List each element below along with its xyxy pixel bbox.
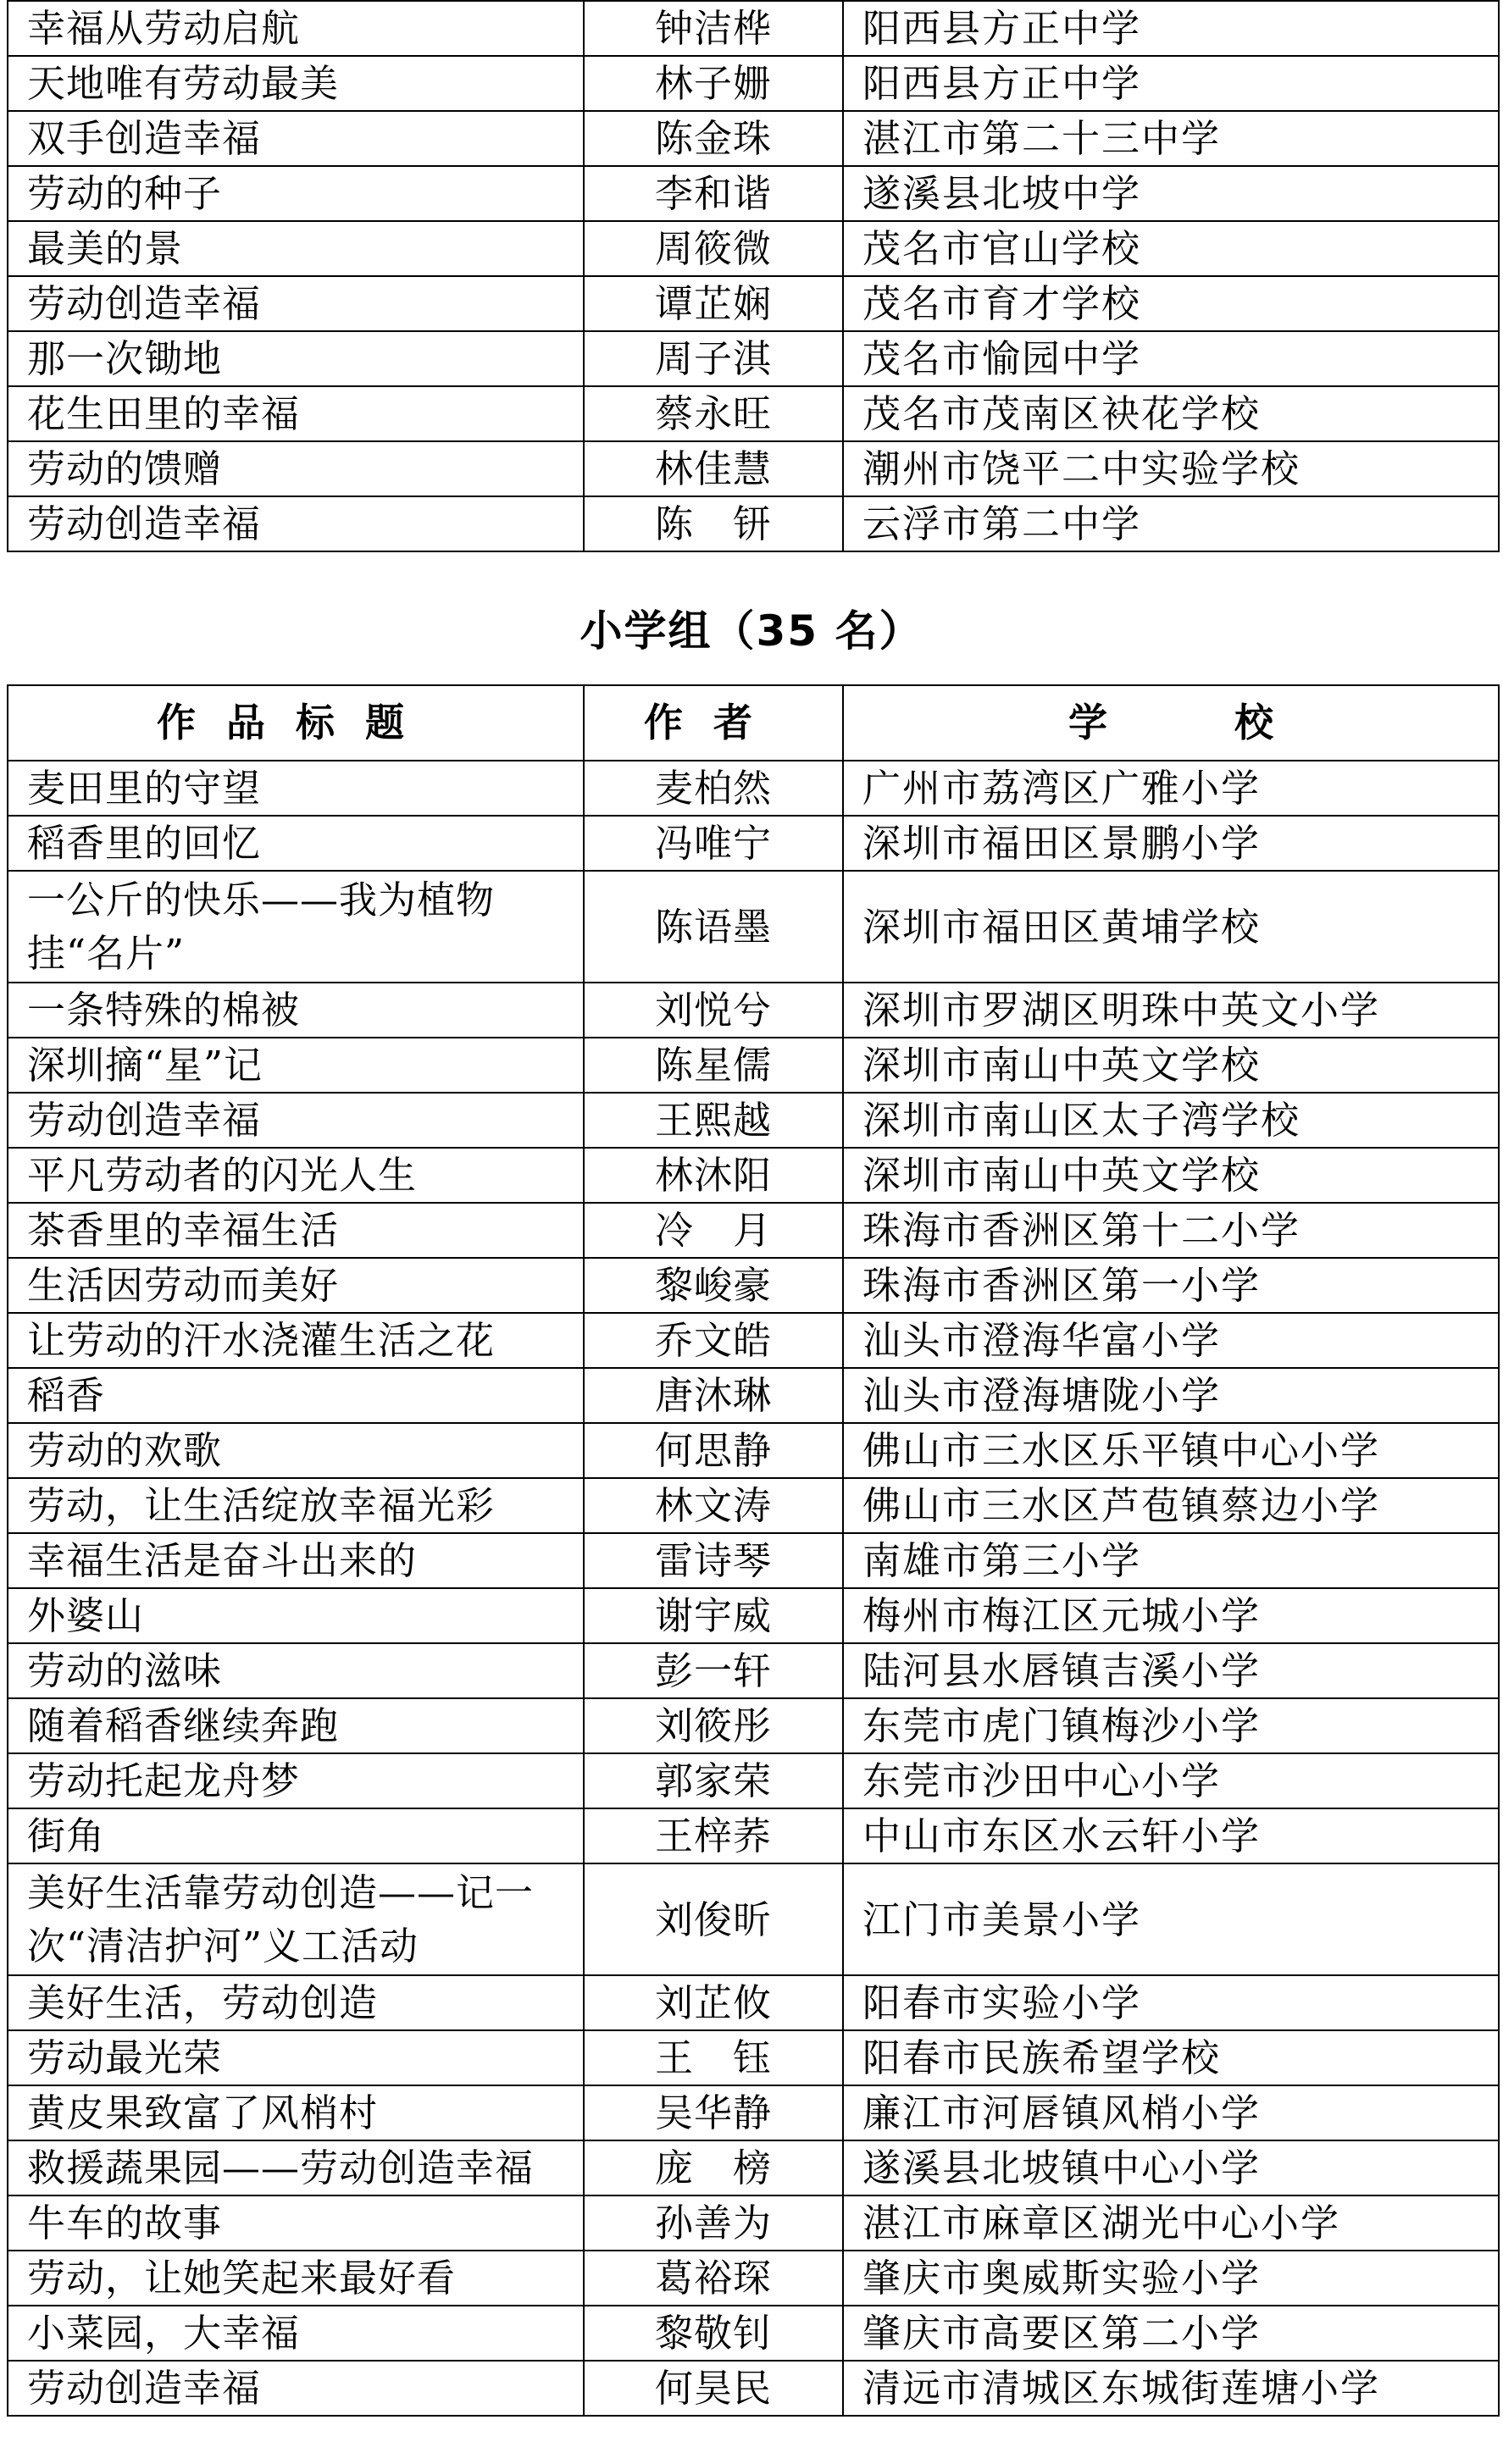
cell-school: 廉江市河唇镇风梢小学 bbox=[843, 2085, 1499, 2140]
table-row bbox=[8, 1533, 1499, 1588]
cell-title: 劳动托起龙舟梦 bbox=[8, 1753, 584, 1808]
cell-school: 茂名市愉园中学 bbox=[843, 331, 1499, 386]
cell-title: 美好生活靠劳动创造——记一次“清洁护河”义工活动 bbox=[8, 1863, 584, 1975]
cell-title: 茶香里的幸福生活 bbox=[8, 1203, 584, 1258]
cell-author: 李和谐 bbox=[584, 166, 843, 221]
header-school: 学校 bbox=[843, 685, 1499, 761]
cell-author: 王梓荞 bbox=[584, 1808, 843, 1863]
cell-school: 阳西县方正中学 bbox=[843, 1, 1499, 56]
cell-school: 茂名市官山学校 bbox=[843, 221, 1499, 276]
cell-author: 吴华静 bbox=[584, 2085, 843, 2140]
cell-title: 劳动创造幸福 bbox=[8, 276, 584, 331]
middle-school-table-continued bbox=[7, 0, 1500, 552]
table-row bbox=[8, 1368, 1499, 1423]
cell-author: 唐沐琳 bbox=[584, 1368, 843, 1423]
cell-author: 林佳慧 bbox=[584, 441, 843, 496]
cell-author: 林沐阳 bbox=[584, 1148, 843, 1203]
cell-author: 谭芷娴 bbox=[584, 276, 843, 331]
cell-school: 东莞市虎门镇梅沙小学 bbox=[843, 1698, 1499, 1753]
table-row bbox=[8, 221, 1499, 276]
cell-school: 中山市东区水云轩小学 bbox=[843, 1808, 1499, 1863]
cell-title: 劳动，让她笑起来最好看 bbox=[8, 2251, 584, 2306]
table-row bbox=[8, 386, 1499, 441]
table-row bbox=[8, 1423, 1499, 1478]
cell-author: 黎峻豪 bbox=[584, 1258, 843, 1313]
cell-title: 稻香里的回忆 bbox=[8, 816, 584, 871]
cell-author: 蔡永旺 bbox=[584, 386, 843, 441]
table-row bbox=[8, 166, 1499, 221]
cell-author: 钟洁桦 bbox=[584, 1, 843, 56]
cell-school: 陆河县水唇镇吉溪小学 bbox=[843, 1643, 1499, 1698]
cell-author: 刘芷攸 bbox=[584, 1975, 843, 2030]
cell-author: 陈金珠 bbox=[584, 111, 843, 166]
table-row bbox=[8, 1, 1499, 56]
cell-title: 最美的景 bbox=[8, 221, 584, 276]
table-row bbox=[8, 871, 1499, 983]
cell-author: 何思静 bbox=[584, 1423, 843, 1478]
table-row bbox=[8, 496, 1499, 551]
cell-school: 湛江市第二十三中学 bbox=[843, 111, 1499, 166]
cell-school: 佛山市三水区乐平镇中心小学 bbox=[843, 1423, 1499, 1478]
cell-school: 潮州市饶平二中实验学校 bbox=[843, 441, 1499, 496]
table-row bbox=[8, 331, 1499, 386]
cell-title: 劳动创造幸福 bbox=[8, 496, 584, 551]
cell-title: 让劳动的汗水浇灌生活之花 bbox=[8, 1313, 584, 1368]
cell-author: 林文涛 bbox=[584, 1478, 843, 1533]
table-row bbox=[8, 1808, 1499, 1863]
cell-title: 劳动的馈赠 bbox=[8, 441, 584, 496]
table-header bbox=[8, 685, 1499, 761]
cell-school: 清远市清城区东城街莲塘小学 bbox=[843, 2361, 1499, 2416]
table-row bbox=[8, 1148, 1499, 1203]
cell-school: 深圳市福田区景鹏小学 bbox=[843, 816, 1499, 871]
cell-school: 阳春市民族希望学校 bbox=[843, 2030, 1499, 2085]
cell-title: 劳动的种子 bbox=[8, 166, 584, 221]
cell-title: 幸福生活是奋斗出来的 bbox=[8, 1533, 584, 1588]
cell-title: 劳动创造幸福 bbox=[8, 2361, 584, 2416]
cell-title: 那一次锄地 bbox=[8, 331, 584, 386]
cell-title: 劳动的滋味 bbox=[8, 1643, 584, 1698]
table-row bbox=[8, 761, 1499, 816]
cell-title: 劳动，让生活绽放幸福光彩 bbox=[8, 1478, 584, 1533]
cell-school: 阳春市实验小学 bbox=[843, 1975, 1499, 2030]
cell-school: 肇庆市高要区第二小学 bbox=[843, 2306, 1499, 2361]
cell-school: 佛山市三水区芦苞镇蔡边小学 bbox=[843, 1478, 1499, 1533]
cell-school: 深圳市南山中英文学校 bbox=[843, 1148, 1499, 1203]
table-row bbox=[8, 1203, 1499, 1258]
cell-author: 郭家荣 bbox=[584, 1753, 843, 1808]
cell-author: 王熙越 bbox=[584, 1093, 843, 1148]
cell-author: 刘俊昕 bbox=[584, 1863, 843, 1975]
cell-school: 梅州市梅江区元城小学 bbox=[843, 1588, 1499, 1643]
cell-school: 东莞市沙田中心小学 bbox=[843, 1753, 1499, 1808]
table-row bbox=[8, 56, 1499, 111]
cell-author: 冷 月 bbox=[584, 1203, 843, 1258]
cell-author: 陈 钘 bbox=[584, 496, 843, 551]
cell-title: 深圳摘“星”记 bbox=[8, 1038, 584, 1093]
table-row bbox=[8, 2195, 1499, 2251]
cell-title: 小菜园，大幸福 bbox=[8, 2306, 584, 2361]
table-row bbox=[8, 1093, 1499, 1148]
cell-title: 街角 bbox=[8, 1808, 584, 1863]
cell-school: 茂名市茂南区袂花学校 bbox=[843, 386, 1499, 441]
cell-title: 劳动最光荣 bbox=[8, 2030, 584, 2085]
cell-author: 林子姗 bbox=[584, 56, 843, 111]
table-row bbox=[8, 2140, 1499, 2195]
section-title: 小学组（35 名） bbox=[580, 606, 923, 656]
primary-table-body bbox=[8, 761, 1499, 2416]
cell-author: 谢宇威 bbox=[584, 1588, 843, 1643]
cell-author: 彭一轩 bbox=[584, 1643, 843, 1698]
cell-school: 遂溪县北坡中学 bbox=[843, 166, 1499, 221]
cell-title: 劳动的欢歌 bbox=[8, 1423, 584, 1478]
cell-author: 周筱微 bbox=[584, 221, 843, 276]
table-row bbox=[8, 1478, 1499, 1533]
table-row bbox=[8, 1753, 1499, 1808]
cell-author: 黎敬钊 bbox=[584, 2306, 843, 2361]
cell-school: 深圳市福田区黄埔学校 bbox=[843, 871, 1499, 983]
cell-title: 双手创造幸福 bbox=[8, 111, 584, 166]
cell-title: 美好生活，劳动创造 bbox=[8, 1975, 584, 2030]
cell-school: 珠海市香洲区第一小学 bbox=[843, 1258, 1499, 1313]
cell-title: 幸福从劳动启航 bbox=[8, 1, 584, 56]
cell-school: 南雄市第三小学 bbox=[843, 1533, 1499, 1588]
cell-author: 王 钰 bbox=[584, 2030, 843, 2085]
cell-school: 深圳市南山中英文学校 bbox=[843, 1038, 1499, 1093]
table-row bbox=[8, 1258, 1499, 1313]
cell-title: 劳动创造幸福 bbox=[8, 1093, 584, 1148]
cell-author: 庞 榜 bbox=[584, 2140, 843, 2195]
table-row bbox=[8, 983, 1499, 1038]
table-row bbox=[8, 1643, 1499, 1698]
cell-school: 茂名市育才学校 bbox=[843, 276, 1499, 331]
table-row bbox=[8, 2361, 1499, 2416]
cell-author: 麦柏然 bbox=[584, 761, 843, 816]
cell-school: 遂溪县北坡镇中心小学 bbox=[843, 2140, 1499, 2195]
cell-school: 湛江市麻章区湖光中心小学 bbox=[843, 2195, 1499, 2251]
cell-school: 阳西县方正中学 bbox=[843, 56, 1499, 111]
cell-author: 周子淇 bbox=[584, 331, 843, 386]
table-row bbox=[8, 2306, 1499, 2361]
table-row bbox=[8, 111, 1499, 166]
cell-title: 稻香 bbox=[8, 1368, 584, 1423]
cell-school: 深圳市罗湖区明珠中英文小学 bbox=[843, 983, 1499, 1038]
header-title: 作品标题 bbox=[8, 685, 584, 761]
cell-title: 救援蔬果园——劳动创造幸福 bbox=[8, 2140, 584, 2195]
table-row bbox=[8, 816, 1499, 871]
cell-school: 汕头市澄海塘陇小学 bbox=[843, 1368, 1499, 1423]
table-row bbox=[8, 1588, 1499, 1643]
table-row bbox=[8, 1698, 1499, 1753]
cell-title: 黄皮果致富了风梢村 bbox=[8, 2085, 584, 2140]
cell-author: 冯唯宁 bbox=[584, 816, 843, 871]
cell-author: 刘悦兮 bbox=[584, 983, 843, 1038]
cell-author: 何昊民 bbox=[584, 2361, 843, 2416]
table-row bbox=[8, 276, 1499, 331]
cell-author: 陈语墨 bbox=[584, 871, 843, 983]
table-row bbox=[8, 1863, 1499, 1975]
table-row bbox=[8, 1038, 1499, 1093]
cell-school: 肇庆市奥威斯实验小学 bbox=[843, 2251, 1499, 2306]
top-table-body bbox=[8, 1, 1499, 551]
cell-school: 深圳市南山区太子湾学校 bbox=[843, 1093, 1499, 1148]
table-row bbox=[8, 441, 1499, 496]
cell-title: 花生田里的幸福 bbox=[8, 386, 584, 441]
cell-author: 雷诗琴 bbox=[584, 1533, 843, 1588]
table-row bbox=[8, 1975, 1499, 2030]
cell-school: 广州市荔湾区广雅小学 bbox=[843, 761, 1499, 816]
table-row bbox=[8, 2085, 1499, 2140]
cell-title: 一条特殊的棉被 bbox=[8, 983, 584, 1038]
cell-author: 葛裕琛 bbox=[584, 2251, 843, 2306]
cell-school: 珠海市香洲区第十二小学 bbox=[843, 1203, 1499, 1258]
cell-title: 外婆山 bbox=[8, 1588, 584, 1643]
cell-author: 陈星儒 bbox=[584, 1038, 843, 1093]
header-author: 作者 bbox=[584, 685, 843, 761]
table-row bbox=[8, 1313, 1499, 1368]
primary-school-table bbox=[7, 684, 1500, 2417]
cell-school: 江门市美景小学 bbox=[843, 1863, 1499, 1975]
cell-title: 一公斤的快乐——我为植物挂“名片” bbox=[8, 871, 584, 983]
cell-author: 刘筱彤 bbox=[584, 1698, 843, 1753]
cell-title: 随着稻香继续奔跑 bbox=[8, 1698, 584, 1753]
cell-title: 天地唯有劳动最美 bbox=[8, 56, 584, 111]
cell-author: 孙善为 bbox=[584, 2195, 843, 2251]
cell-author: 乔文皓 bbox=[584, 1313, 843, 1368]
table-row bbox=[8, 2030, 1499, 2085]
cell-school: 云浮市第二中学 bbox=[843, 496, 1499, 551]
cell-school: 汕头市澄海华富小学 bbox=[843, 1313, 1499, 1368]
cell-title: 平凡劳动者的闪光人生 bbox=[8, 1148, 584, 1203]
cell-title: 生活因劳动而美好 bbox=[8, 1258, 584, 1313]
table-row bbox=[8, 2251, 1499, 2306]
cell-title: 麦田里的守望 bbox=[8, 761, 584, 816]
cell-title: 牛车的故事 bbox=[8, 2195, 584, 2251]
